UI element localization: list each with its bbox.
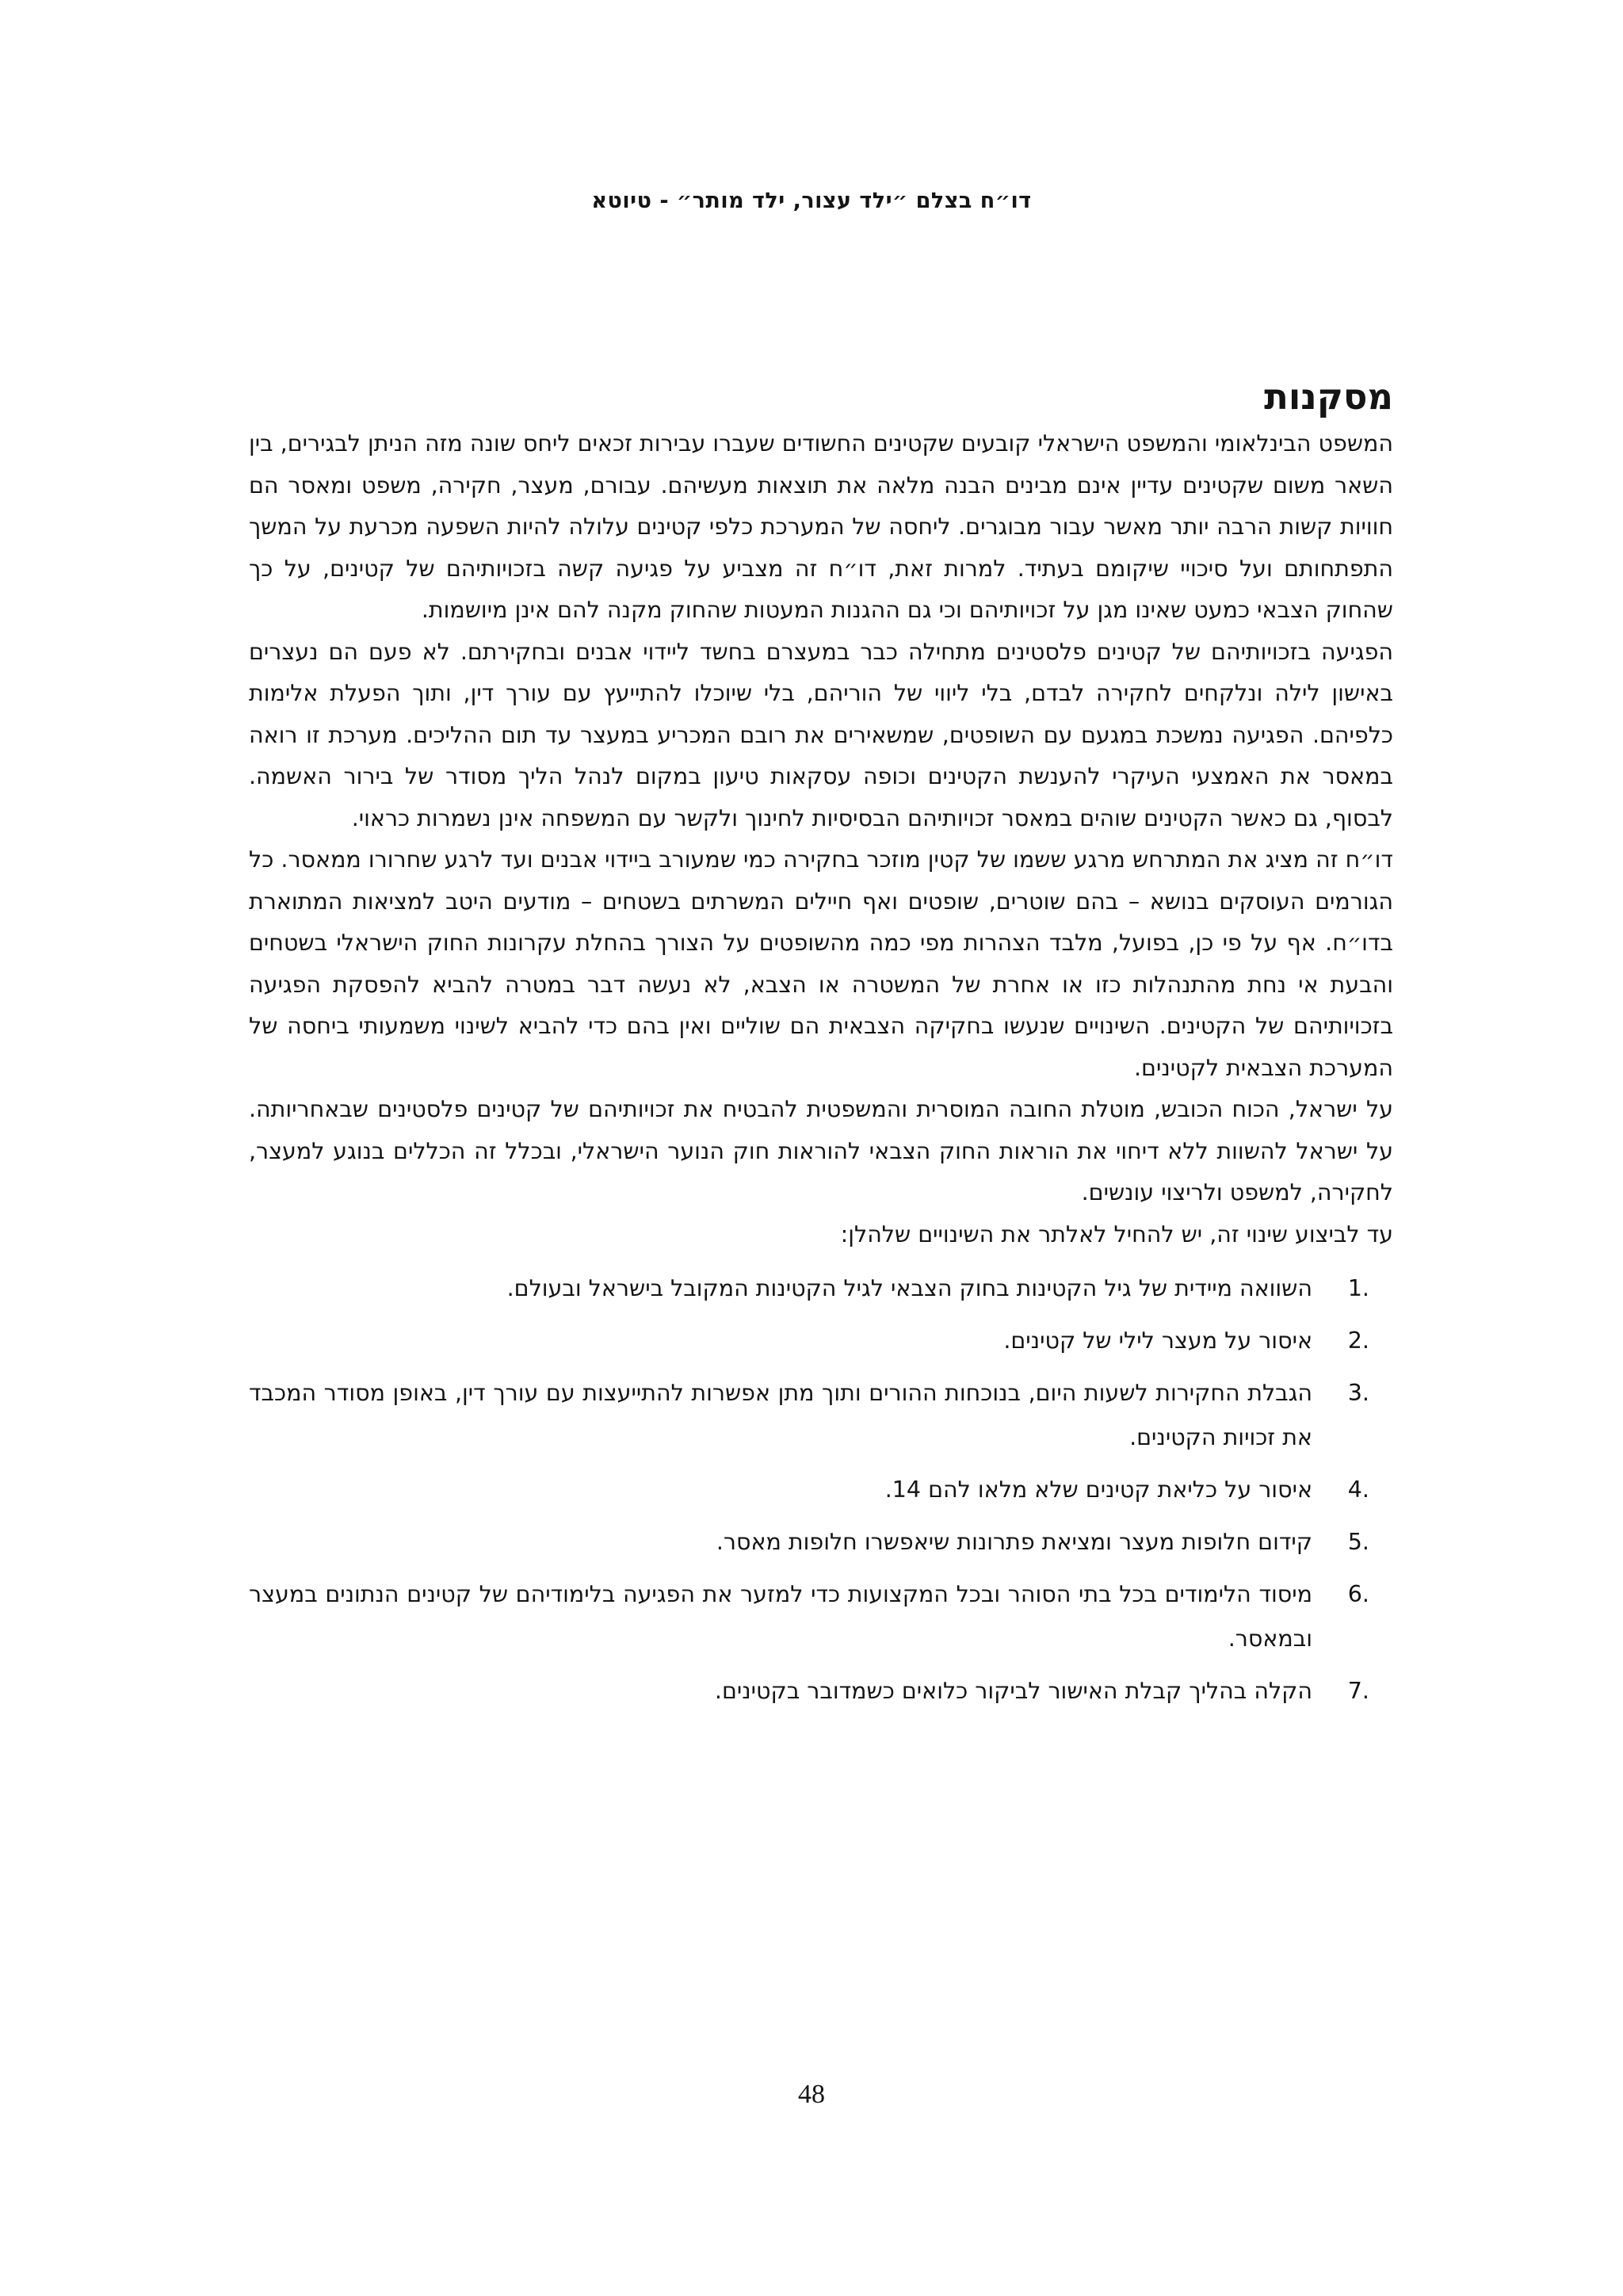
list-item (249, 1520, 1393, 1564)
list-item-number: 4. (1347, 1477, 1369, 1503)
list-item-number: 6. (1347, 1581, 1369, 1607)
list-item-text: השוואה מיידית של גיל הקטינות בחוק הצבאי לגיל הקטינות המקובל בישראל ובעולם. (506, 1275, 1312, 1301)
paragraph-report-scope: דו״ח זה מציג את המתרחש מרגע ששמו של קטין מוזכר בחקירה כמי שמעורב ביידוי אבנים ועד לרגע שחרורו ממאסר. כל הגורמים העוסקים בנושא – בהם שוטרים, שופטים ואף חיילים המשרתים בשטחים – מודעים היטב למציאות המתוארת בדו״ח. אף על פי כן, בפועל, מלבד הצהרות מפי כמה מהשופטים על הצורך בהחלת עקרונות החוק הישראלי בשטחים והבעת אי נחת מהתנהלות כזו או אחרת של המשטרה או הצבא, לא נעשה דבר במטרה להביא להפסקת הפגיעה בזכויותיהם של הקטינים. השינויים שנעשו בחקיקה הצבאית הם שוליים ואין בהם כדי להביא לשינוי משמעותי ביחסה של המערכת הצבאית לקטינים. (249, 846, 1393, 1081)
list-item-text: איסור על כליאת קטינים שלא מלאו להם 14. (884, 1477, 1312, 1503)
list-item-number: 2. (1347, 1328, 1369, 1354)
list-item-text: איסור על מעצר לילי של קטינים. (1003, 1328, 1312, 1354)
section-title: מסקנות (1264, 376, 1393, 418)
list-item-number: 1. (1347, 1275, 1369, 1301)
page-number: 48 (798, 2080, 825, 2109)
list-item-text: מיסוד הלימודים בכל בתי הסוהר ובכל המקצועות כדי למזער את הפגיעה בלימודיהם של קטינים הנתונים במעצר ובמאסר. (249, 1581, 1312, 1652)
list-item-number: 5. (1347, 1529, 1369, 1555)
paragraph-israel-obligation: על ישראל, הכוח הכובש, מוטלת החובה המוסרית והמשפטית להבטיח את זכויותיהם של קטינים פלסטינים שבאחריותה. על ישראל להשוות ללא דיחוי את הוראות החוק הצבאי להוראות חוק הנוער הישראלי, ובכלל זה הכללים בנוגע למעצר, לחקירה, למשפט ולריצוי עונשים. (249, 1096, 1393, 1205)
list-item (249, 1468, 1393, 1512)
list-item-number: 3. (1347, 1380, 1369, 1406)
list-item-number: 7. (1347, 1678, 1369, 1704)
list-item (249, 1669, 1393, 1713)
list-item (249, 1266, 1393, 1311)
list-item (249, 1371, 1393, 1460)
list-item-text: קידום חלופות מעצר ומציאת פתרונות שיאפשרו חלופות מאסר. (716, 1529, 1312, 1555)
paragraph-legal-standard: המשפט הבינלאומי והמשפט הישראלי קובעים שקטינים החשודים שעברו עבירות זכאים ליחס שונה מזה הניתן לבגירים, בין השאר משום שקטינים עדיין אינם מבינים הבנה מלאה את תוצאות מעשיהם. עבורם, מעצר, חקירה, משפט ומאסר הם חוויות קשות הרבה יותר מאשר עבור מבוגרים. ליחסה של המערכת כלפי קטינים עלולה להיות השפעה מכרעת על המשך התפתחותם ועל סיכויי שיקומם בעתיד. למרות זאת, דו״ח זה מצביע על פגיעה קשה בזכויותיהם של קטינים, על כך שהחוק הצבאי כמעט שאינו מגן על זכויותיהם וכי גם ההגנות המעטות שהחוק מקנה להם אינן מיושמות. (249, 430, 1393, 623)
running-header: דו״ח בצלם ״ילד עצור, ילד מותר״ - טיוטא (591, 189, 1032, 213)
list-item (249, 1319, 1393, 1363)
paragraph-rights-violation: הפגיעה בזכויותיהם של קטינים פלסטינים מתחילה כבר במעצרם בחשד ליידוי אבנים ובחקירתם. לא פעם הם נעצרים באישון לילה ונלקחים לחקירה לבדם, בלי ליווי של הוריהם, בלי שיוכלו להתייעץ עם עורך דין, ותוך הפעלת אלימות כלפיהם. הפגיעה נמשכת במגעם עם השופטים, שמשאירים את רובם המכריע במעצר עד תום ההליכים. מערכת זו רואה במאסר את האמצעי העיקרי להענשת הקטינים וכופה עסקאות טיעון במקום לנהל הליך מסודר של בירור האשמה. לבסוף, גם כאשר הקטינים שוהים במאסר זכויותיהם הבסיסיות לחינוך ולקשר עם המשפחה אינן נשמרות כראוי. (249, 638, 1393, 831)
list-item (249, 1572, 1393, 1661)
recommendations-list (249, 1266, 1393, 1713)
list-item-text: הגבלת החקירות לשעות היום, בנוכחות ההורים ותוך מתן אפשרות להתייעצות עם עורך דין, באופן מסודר המכבד את זכויות הקטינים. (249, 1380, 1312, 1450)
list-item-text: הקלה בהליך קבלת האישור לביקור כלואים כשמדובר בקטינים. (714, 1678, 1312, 1704)
paragraph-list-intro: עד לביצוע שינוי זה, יש להחיל לאלתר את השינויים שלהלן: (840, 1221, 1393, 1247)
page-content (249, 371, 1393, 1721)
